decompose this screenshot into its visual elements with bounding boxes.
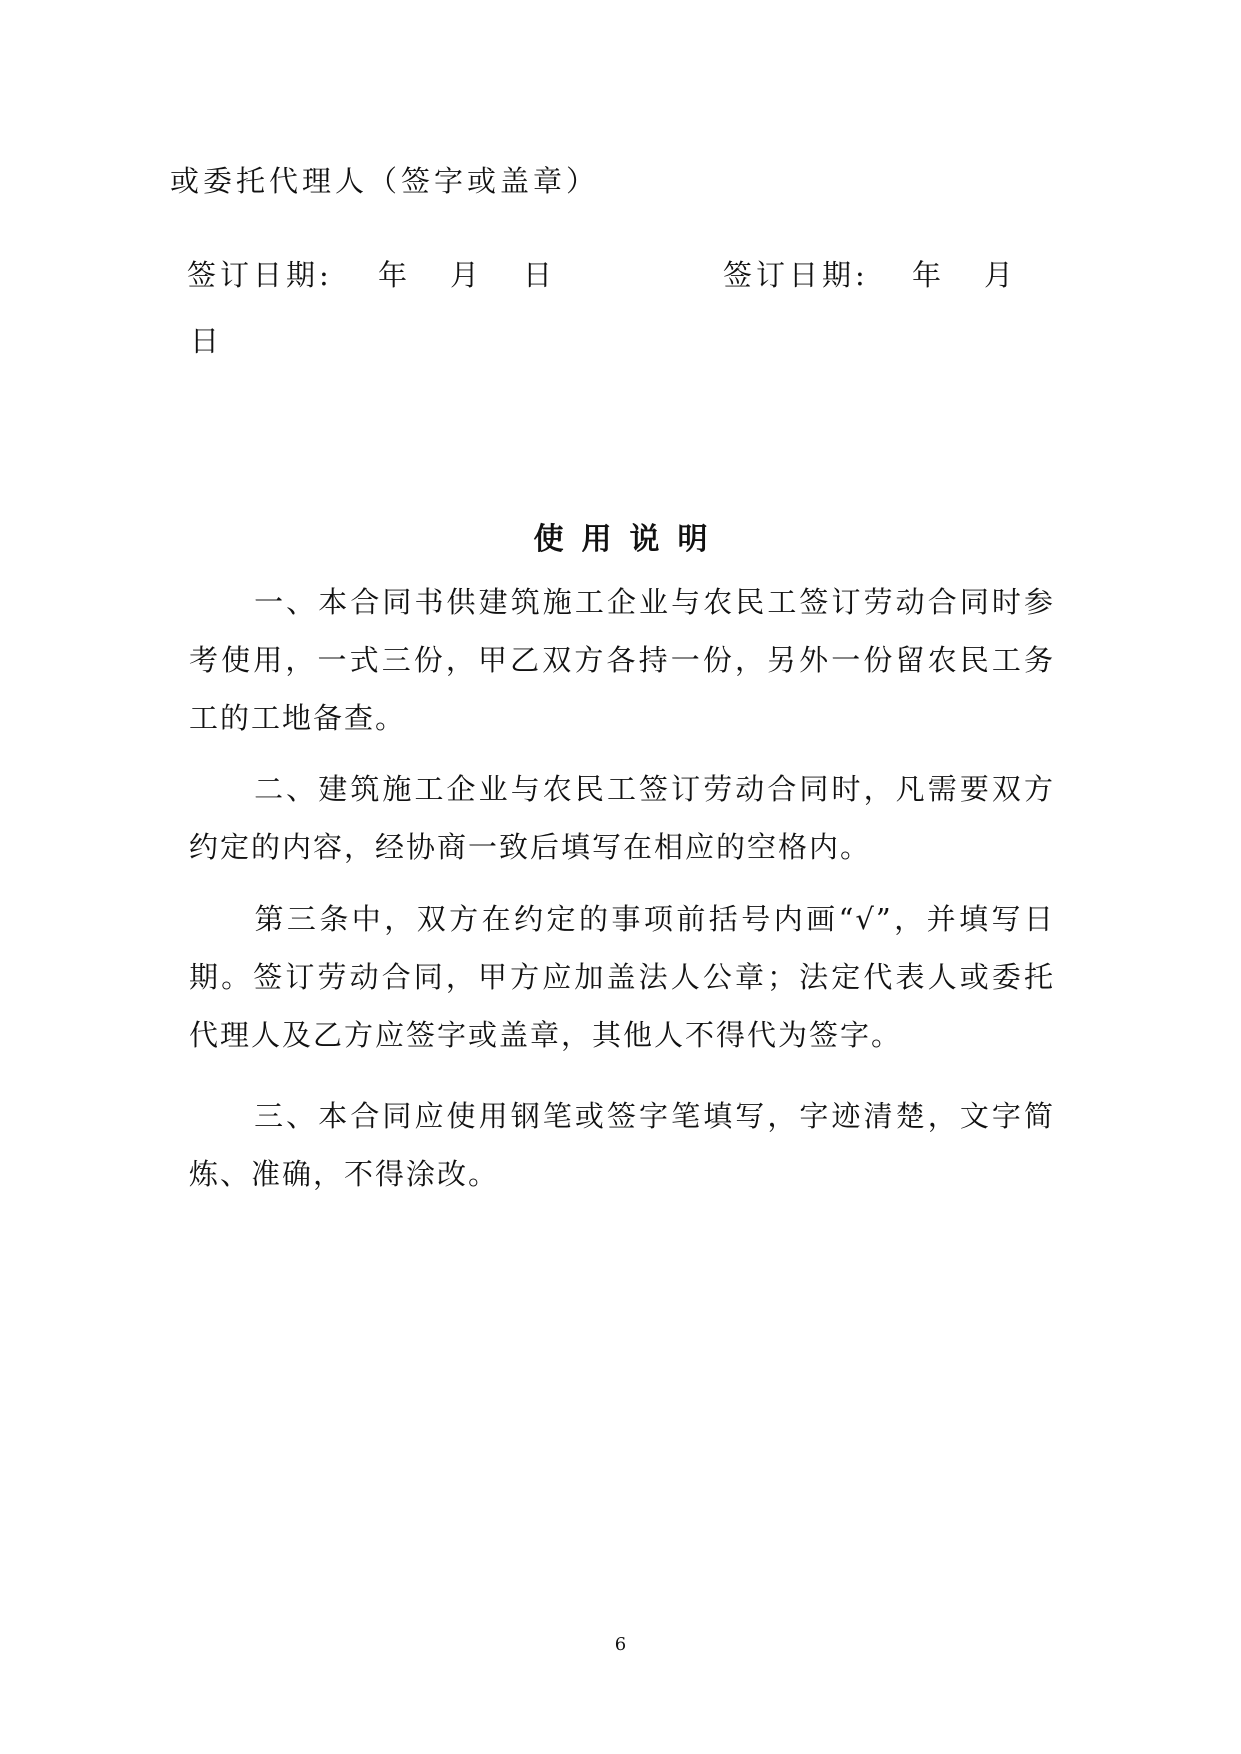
instruction-text-3: 第三条中，双方在约定的事项前括号内画“√”，并填写日期。签订劳动合同，甲方应加盖法人公章；法定代表人或委托代理人及乙方应签字或盖章，其他人不得代为签字。 <box>189 902 1055 1052</box>
instruction-paragraph-2 <box>189 760 1055 876</box>
instructions-title: 使用说明 <box>533 522 726 557</box>
left-date-month: 月 <box>450 258 480 292</box>
right-date-label: 签订日期: <box>723 258 869 292</box>
left-date-year: 年 <box>378 258 408 292</box>
instruction-paragraph-4 <box>189 1087 1055 1203</box>
instruction-text-1: 一、本合同书供建筑施工企业与农民工签订劳动合同时参考使用，一式三份，甲乙双方各持一份，另外一份留农民工务工的工地备查。 <box>189 585 1055 735</box>
page-number: 6 <box>614 1634 627 1655</box>
instruction-paragraph-3 <box>189 890 1055 1064</box>
instruction-text-4: 三、本合同应使用钢笔或签字笔填写，字迹清楚，文字简炼、准确，不得涂改。 <box>189 1099 1055 1191</box>
right-date-year: 年 <box>912 258 942 292</box>
right-date-month: 月 <box>984 258 1014 292</box>
left-date-label: 签订日期: <box>187 258 333 292</box>
instruction-text-2: 二、建筑施工企业与农民工签订劳动合同时，凡需要双方约定的内容，经协商一致后填写在相应的空格内。 <box>189 772 1055 864</box>
left-date-day: 日 <box>523 258 553 292</box>
instruction-paragraph-1 <box>189 573 1055 747</box>
right-date-day: 日 <box>190 324 220 358</box>
agent-signature-line: 或委托代理人（签字或盖章） <box>170 164 600 198</box>
